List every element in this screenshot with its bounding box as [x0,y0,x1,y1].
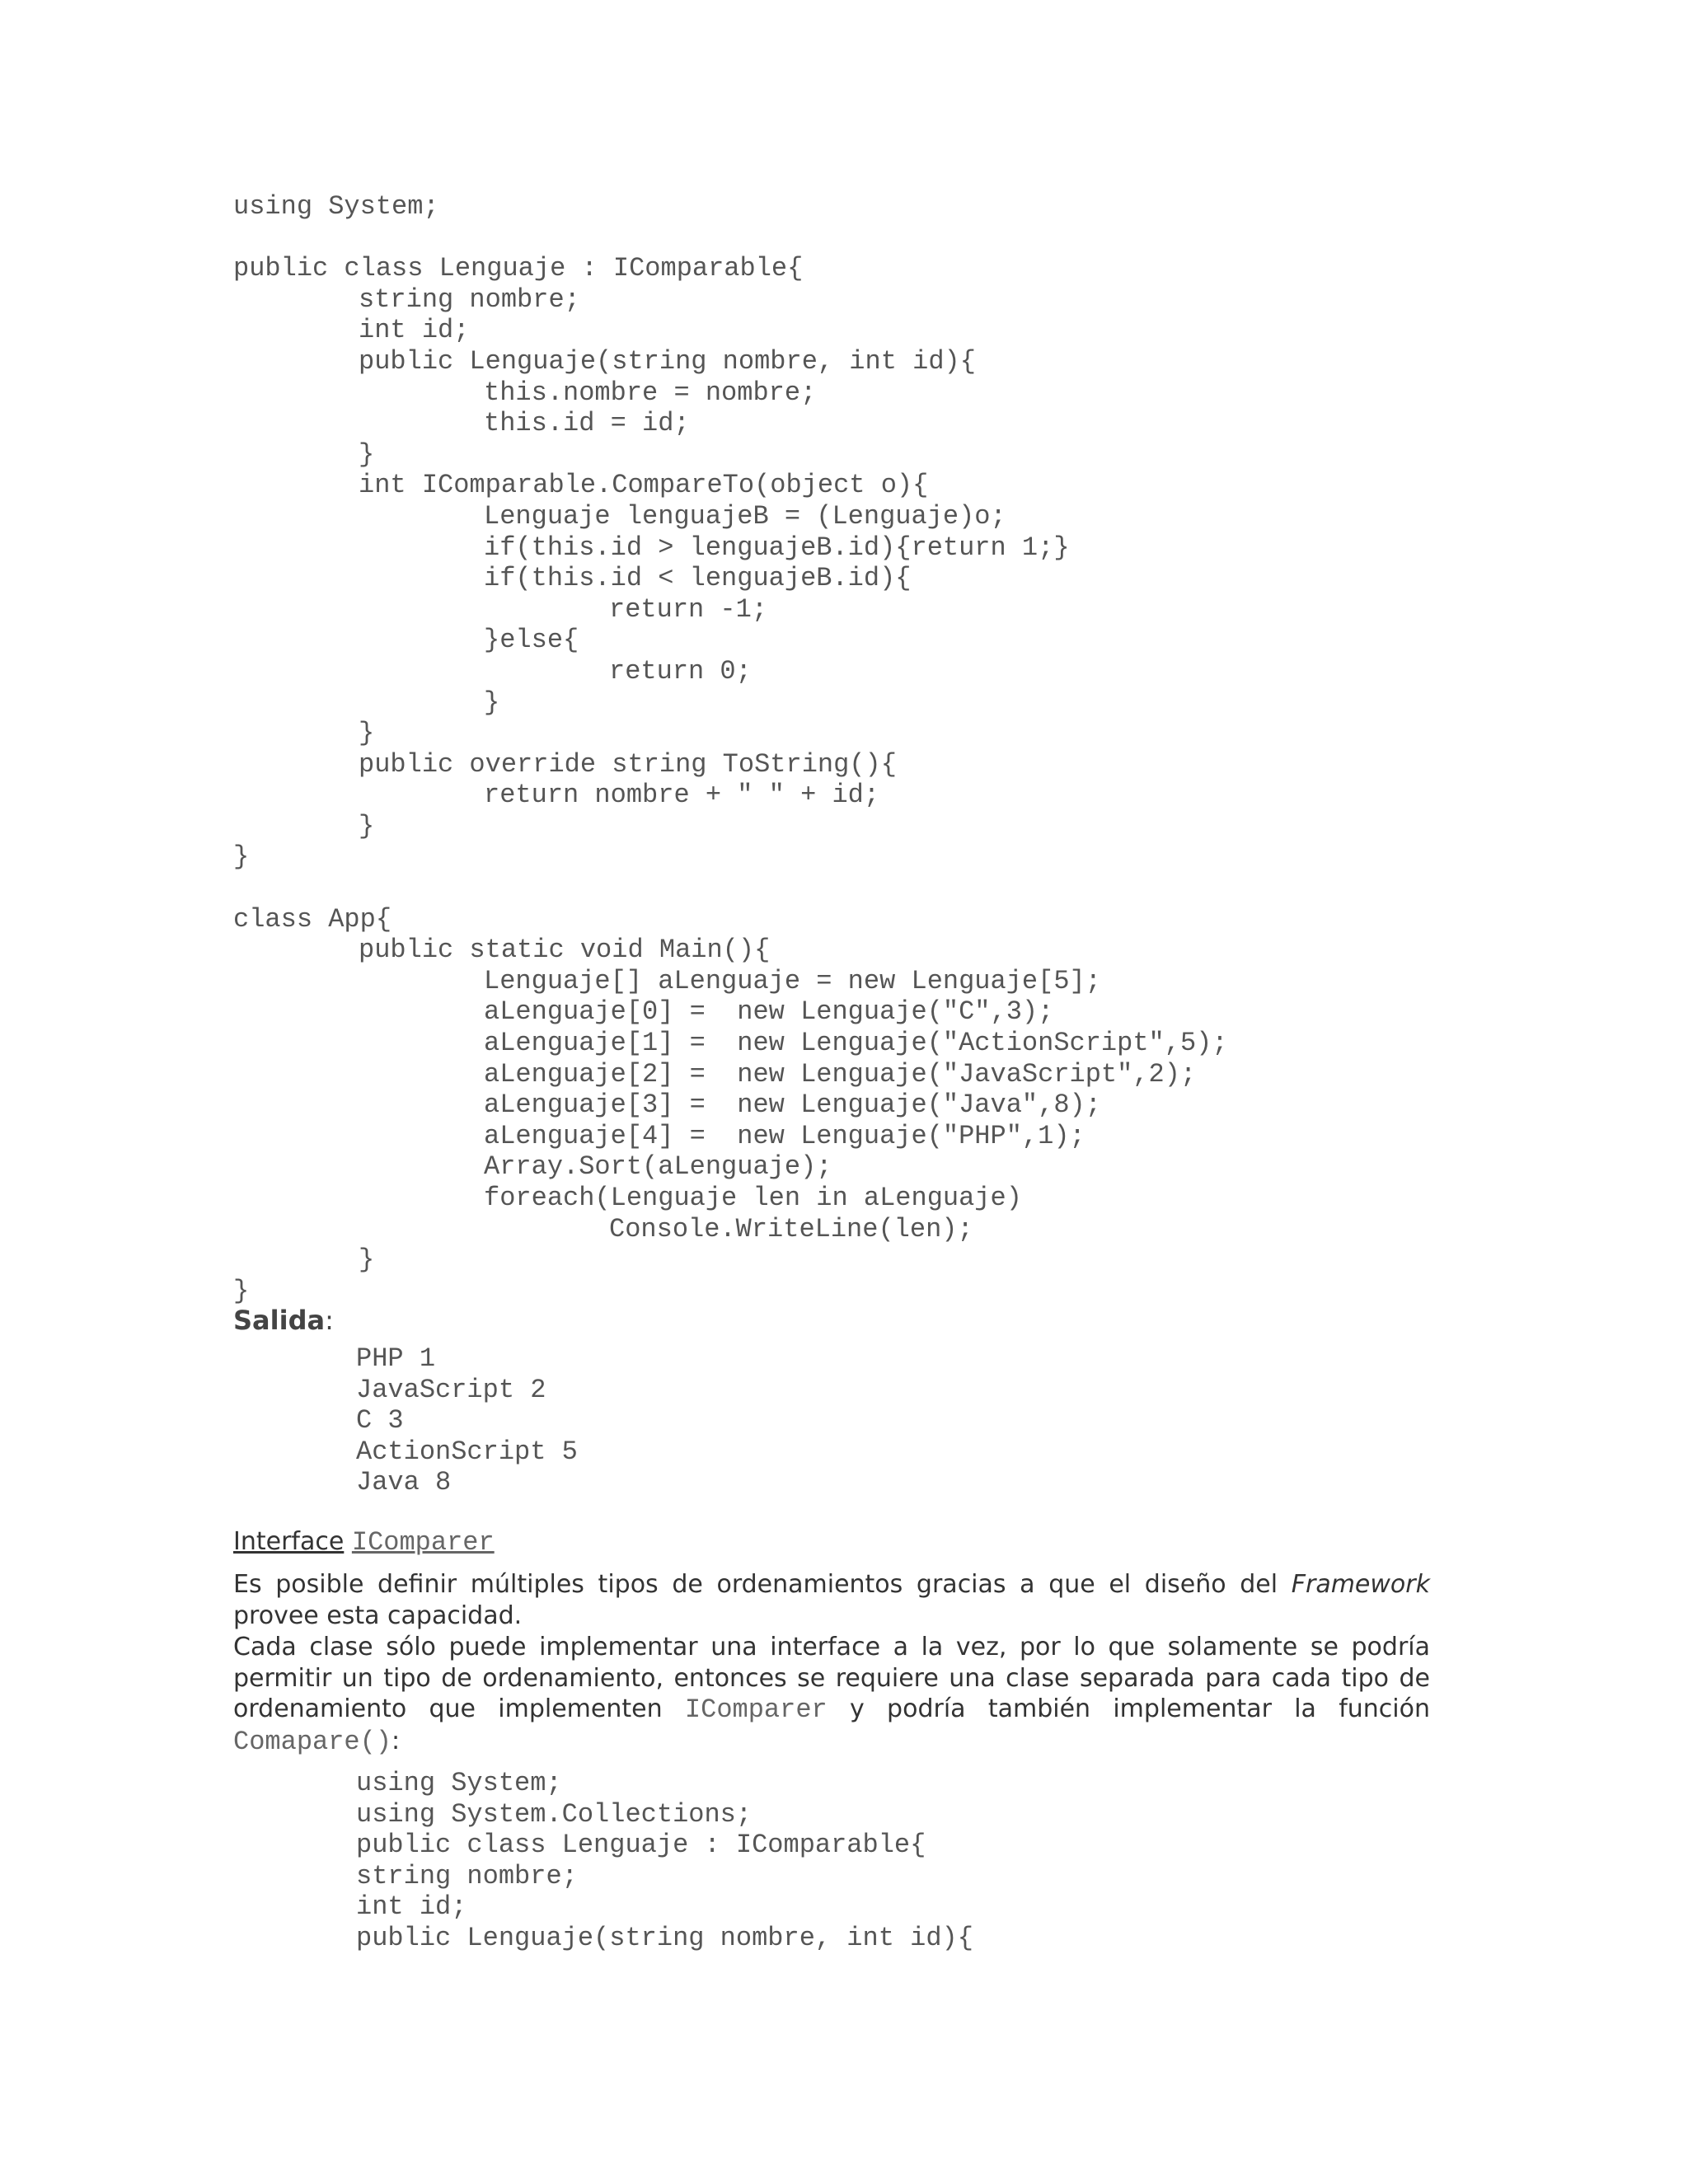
code-line-text: using System; [233,191,439,222]
code-line [233,935,1228,966]
paragraph-1-before: Es posible definir múltiples tipos de ordenamientos gracias a que el diseño del [233,1570,1292,1599]
code-line-text: public static void Main(){ [359,935,771,966]
paragraph-2-part3: : [392,1726,401,1755]
code-line-text: return -1; [609,593,768,625]
code-line [356,1891,973,1923]
output-block [356,1343,578,1498]
code-line [233,656,1228,687]
paragraph-1-after: provee esta capacidad. [233,1601,523,1630]
code-line-text: } [484,687,500,718]
code-line [233,749,1228,780]
code-line [233,223,1228,254]
code-line [233,1090,1228,1121]
output-line: Java 8 [356,1467,452,1498]
code-line-text: this.nombre = nombre; [484,377,817,408]
code-line [233,625,1228,656]
code-line [233,563,1228,594]
code-line-text: } [359,718,375,749]
code-line [233,996,1228,1028]
paragraph-2-code1: IComparer [684,1694,828,1726]
code-line [233,1151,1228,1183]
code-line-text: } [233,1275,250,1306]
code-line [233,1214,1228,1245]
code-line-text: this.id = id; [484,408,690,439]
code-line [233,346,1228,377]
code-line [233,253,1228,284]
code-line [233,377,1228,409]
code-block-2 [356,1768,973,1954]
code-line [233,1183,1228,1214]
code-line-text: } [359,438,375,470]
code-line [233,780,1228,811]
code-line [233,284,1228,316]
code-line-text: public Lenguaje(string nombre, int id){ [359,345,976,377]
paragraph-2-code2: Comapare() [233,1726,392,1757]
code-line-text: public class Lenguaje : IComparable{ [356,1830,926,1861]
code-line [233,904,1228,935]
code-line [233,873,1228,904]
code-line [233,1276,1228,1307]
code-line-text: } [359,810,375,841]
code-line-text: aLenguaje[2] = new Lenguaje("JavaScript",2); [484,1058,1197,1090]
code-line [233,1244,1228,1276]
code-line [233,1121,1228,1152]
code-line-text: public class Lenguaje : IComparable{ [233,253,804,284]
code-line-text: aLenguaje[4] = new Lenguaje("PHP",1); [484,1120,1085,1151]
code-line [233,501,1228,532]
code-line [233,439,1228,471]
paragraph-2-part1: Cada clase sólo puede implementar una interface a la vez, por lo que solamente se podría permitir un tipo de ordenamiento, entonces se requiere una clase separada para cada tipo de ordenamiento que implementen [233,1633,1430,1724]
code-line-text: int id; [359,315,470,346]
code-line [356,1768,973,1799]
code-line-text: aLenguaje[1] = new Lenguaje("ActionScript",5); [484,1028,1228,1059]
code-line-text: if(this.id < lenguajeB.id){ [484,563,912,594]
code-line [233,532,1228,564]
paragraph-2 [233,1632,1430,1757]
code-line-text: int id; [356,1891,467,1923]
salida-label [233,1302,334,1338]
section-heading [233,1526,1430,1558]
code-line-text: int IComparable.CompareTo(object o){ [359,470,929,501]
code-line [233,966,1228,997]
code-line-text: using System; [356,1768,562,1798]
code-line [233,191,1228,223]
code-line-text: return nombre + " " + id; [484,780,880,811]
code-line [233,315,1228,346]
code-line-text: using System.Collections; [356,1798,753,1830]
code-line-text: foreach(Lenguaje len in aLenguaje) [484,1183,1022,1213]
code-line-text: } [233,841,250,873]
code-line [233,1028,1228,1059]
code-line-text: } [359,1244,375,1276]
paragraph-2-part2: y podría también implementar la función [827,1694,1430,1724]
salida-label-text: Salida [233,1305,326,1336]
salida-colon: : [325,1305,334,1336]
paragraph-1 [233,1569,1430,1631]
output-line: PHP 1 [356,1343,436,1374]
code-line [233,718,1228,749]
code-line [233,408,1228,439]
code-line-text: if(this.id > lenguajeB.id){return 1;} [484,532,1070,563]
code-line [356,1861,973,1892]
code-line [356,1799,973,1830]
code-line-text: Lenguaje lenguajeB = (Lenguaje)o; [484,500,1006,532]
code-line-text: Array.Sort(aLenguaje); [484,1151,832,1183]
code-line [233,594,1228,626]
code-line [233,470,1228,501]
code-line-text: aLenguaje[0] = new Lenguaje("C",3); [484,996,1054,1028]
code-line [233,811,1228,842]
code-line-text: Console.WriteLine(len); [609,1213,973,1244]
code-line-text: public override string ToString(){ [359,748,897,780]
code-line-text: class App{ [233,903,392,935]
code-line [233,687,1228,719]
paragraph-1-italic: Framework [1291,1570,1430,1599]
code-line-text: aLenguaje[3] = new Lenguaje("Java",8); [484,1090,1101,1121]
output-line: C 3 [356,1405,404,1436]
code-line-text: Lenguaje[] aLenguaje = new Lenguaje[5]; [484,965,1101,996]
code-line-text: return 0; [609,655,752,687]
code-line [356,1830,973,1861]
code-line-text: }else{ [484,625,579,656]
heading-word: Interface [233,1527,345,1556]
code-line-text: string nombre; [356,1860,578,1891]
code-line-text: public Lenguaje(string nombre, int id){ [356,1922,973,1953]
code-block-1 [233,191,1228,1306]
code-line [233,841,1228,873]
heading-code: IComparer [351,1527,495,1558]
code-line-text: string nombre; [359,284,580,315]
code-line [233,1059,1228,1090]
code-line [356,1923,973,1954]
output-line: JavaScript 2 [356,1374,546,1405]
output-line: ActionScript 5 [356,1436,578,1467]
